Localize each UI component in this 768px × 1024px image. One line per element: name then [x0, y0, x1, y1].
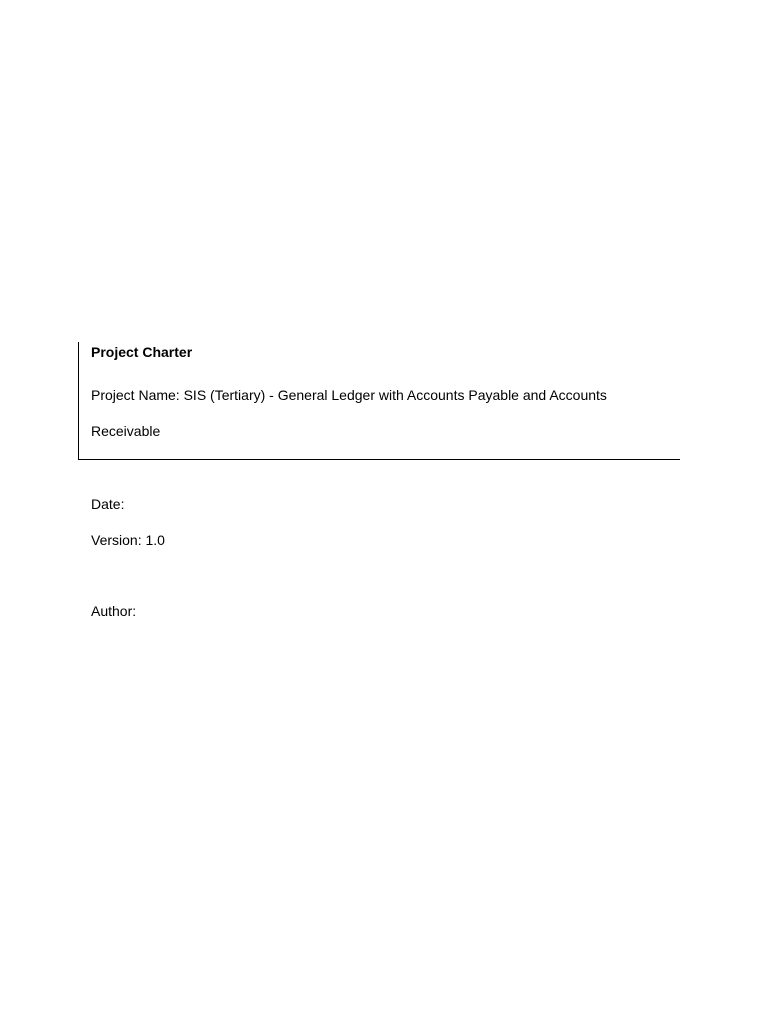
- version-label: Version: 1.0: [91, 532, 165, 548]
- date-label: Date:: [91, 496, 125, 512]
- author-label: Author:: [91, 603, 137, 619]
- project-name: Project Name: SIS (Tertiary) - General Ledger with Accounts Payable and Accounts Receivable: [91, 387, 607, 439]
- document-title: Project Charter: [91, 344, 193, 360]
- title-block: [78, 342, 680, 460]
